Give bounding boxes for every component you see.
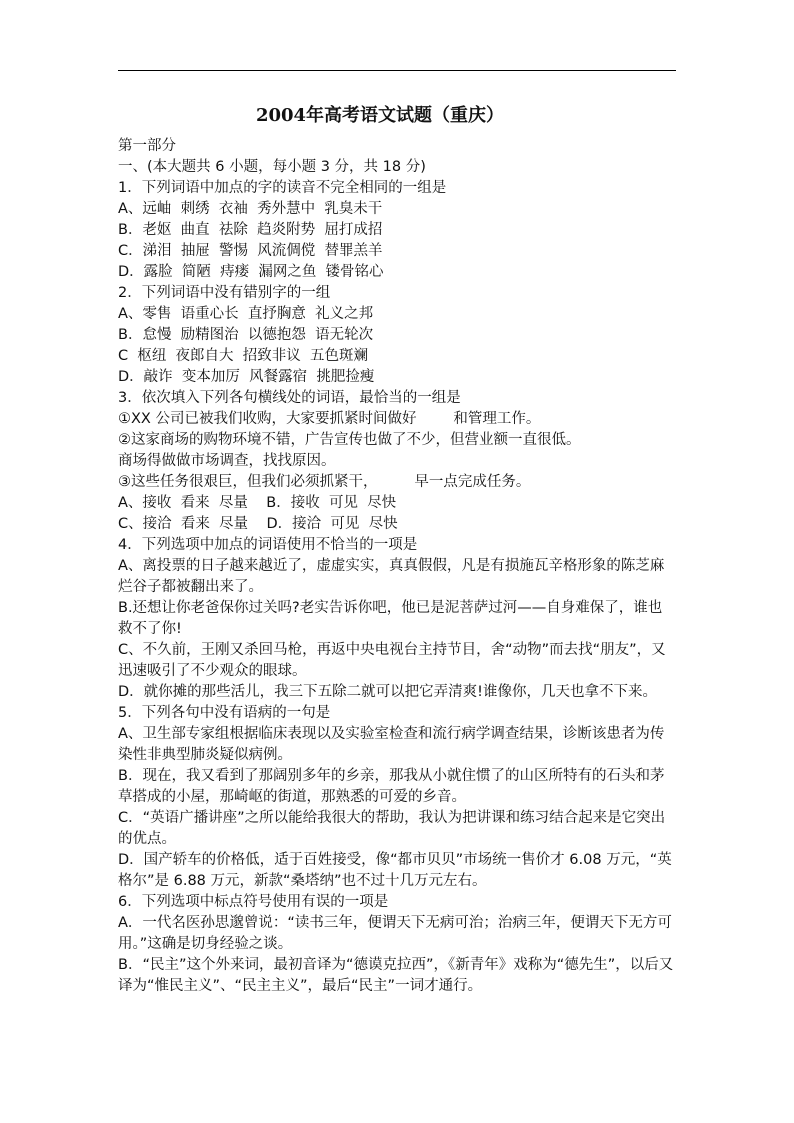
question-2-option-a: A、零售 语重心长 直抒胸意 礼义之邦 xyxy=(118,306,374,322)
question-5-option-b: B．现在，我又看到了那阔别多年的乡亲，那我从小就住惯了的山区所特有的石头和茅草搭成的小屋，那崎岖的街道，那熟悉的可爱的乡音。 xyxy=(118,768,665,805)
question-3-sentence-3: ③这些任务很艰巨，但我们必须抓紧干， 早一点完成任务。 xyxy=(118,474,531,490)
question-1-stem: 1．下列词语中加点的字的读音不完全相同的一组是 xyxy=(118,180,447,196)
question-6-stem: 6．下列选项中标点符号使用有误的一项是 xyxy=(118,894,389,910)
question-4-option-d: D．就你摊的那些活儿，我三下五除二就可以把它弄清爽!谁像你，几天也拿不下来。 xyxy=(118,684,657,700)
question-4-option-c: C、不久前，王刚又杀回马枪，再返中央电视台主持节目，舍“动物”而去找“朋友”，又迅速吸引了不少观众的眼球。 xyxy=(118,642,666,679)
question-5-option-d: D．国产轿车的价格低，适于百姓接受，像“都市贝贝”市场统一售价才 6.08 万元，“英格尔”是 6.88 万元，新款“桑塔纳”也不过十几万元左右。 xyxy=(118,852,672,889)
question-3-stem: 3．依次填入下列各句横线处的词语，最恰当的一组是 xyxy=(118,390,461,406)
question-3-sentence-2: ②这家商场的购物环境不错，广告宣传也做了不少，但营业额一直很低。 xyxy=(118,432,581,448)
question-3-options-cd: C、接洽 看来 尽量 D．接洽 可见 尽快 xyxy=(118,516,398,532)
question-5-option-c: C．“英语广播讲座”之所以能给我很大的帮助，我认为把讲课和练习结合起来是它突出的优点。 xyxy=(118,810,666,847)
question-4-stem: 4．下列选项中加点的词语使用不恰当的一项是 xyxy=(118,537,418,553)
header-rule xyxy=(118,70,676,71)
exam-title: 2004年高考语文试题（重庆） xyxy=(255,105,505,126)
question-1-option-c: C．涕泪 抽屉 警惕 风流倜傥 替罪羔羊 xyxy=(118,243,383,259)
exam-body xyxy=(118,136,676,997)
question-2-stem: 2．下列词语中没有错别字的一组 xyxy=(118,285,331,301)
question-3-options-ab: A、接收 看来 尽量 B．接收 可见 尽快 xyxy=(118,495,397,511)
question-3-sentence-1: ①XX 公司已被我们收购，大家要抓紧时间做好 和管理工作。 xyxy=(118,411,541,427)
part-instructions: 一、(本大题共 6 小题，每小题 3 分，共 18 分) xyxy=(118,159,426,175)
question-4-option-a: A、离投票的日子越来越近了，虚虚实实，真真假假，凡是有损施瓦辛格形象的陈芝麻烂谷子都被翻出来了。 xyxy=(118,558,665,595)
question-2-option-b: B．怠慢 励精图治 以德抱怨 语无轮次 xyxy=(118,327,374,343)
question-6-option-a: A．一代名医孙思邈曾说：“读书三年，便谓天下无病可治；治病三年，便谓天下无方可用。”这确是切身经验之谈。 xyxy=(118,915,672,952)
question-3-sentence-2-cont: 商场得做做市场调查，找找原因。 xyxy=(118,453,336,469)
question-4-option-b: B.还想让你老爸保你过关吗?老实告诉你吧，他已是泥菩萨过河——自身难保了，谁也救不了你! xyxy=(118,600,663,637)
question-2-option-c: C 枢纽 夜郎自大 招致非议 五色斑斓 xyxy=(118,348,368,364)
question-1-option-a: A、远岫 刺绣 衣袖 秀外慧中 乳臭未干 xyxy=(118,201,383,217)
question-1-option-b: B．老妪 曲直 祛除 趋炎附势 屈打成招 xyxy=(118,222,383,238)
question-1-option-d: D．露脸 简陋 痔瘘 漏网之鱼 镂骨铭心 xyxy=(118,264,384,280)
section-heading: 第一部分 xyxy=(118,138,176,154)
question-2-option-d: D．敲诈 变本加厉 风餐露宿 挑肥捡瘦 xyxy=(118,369,375,385)
question-5-stem: 5．下列各句中没有语病的一句是 xyxy=(118,705,331,721)
question-6-option-b: B．“民主”这个外来词，最初音译为“德谟克拉西”，《新青年》戏称为“德先生”，以后又译为“惟民主义”、“民主主义”，最后“民主”一词才通行。 xyxy=(118,957,674,994)
question-5-option-a: A、卫生部专家组根据临床表现以及实验室检查和流行病学调查结果，诊断该患者为传染性非典型肺炎疑似病例。 xyxy=(118,726,665,763)
